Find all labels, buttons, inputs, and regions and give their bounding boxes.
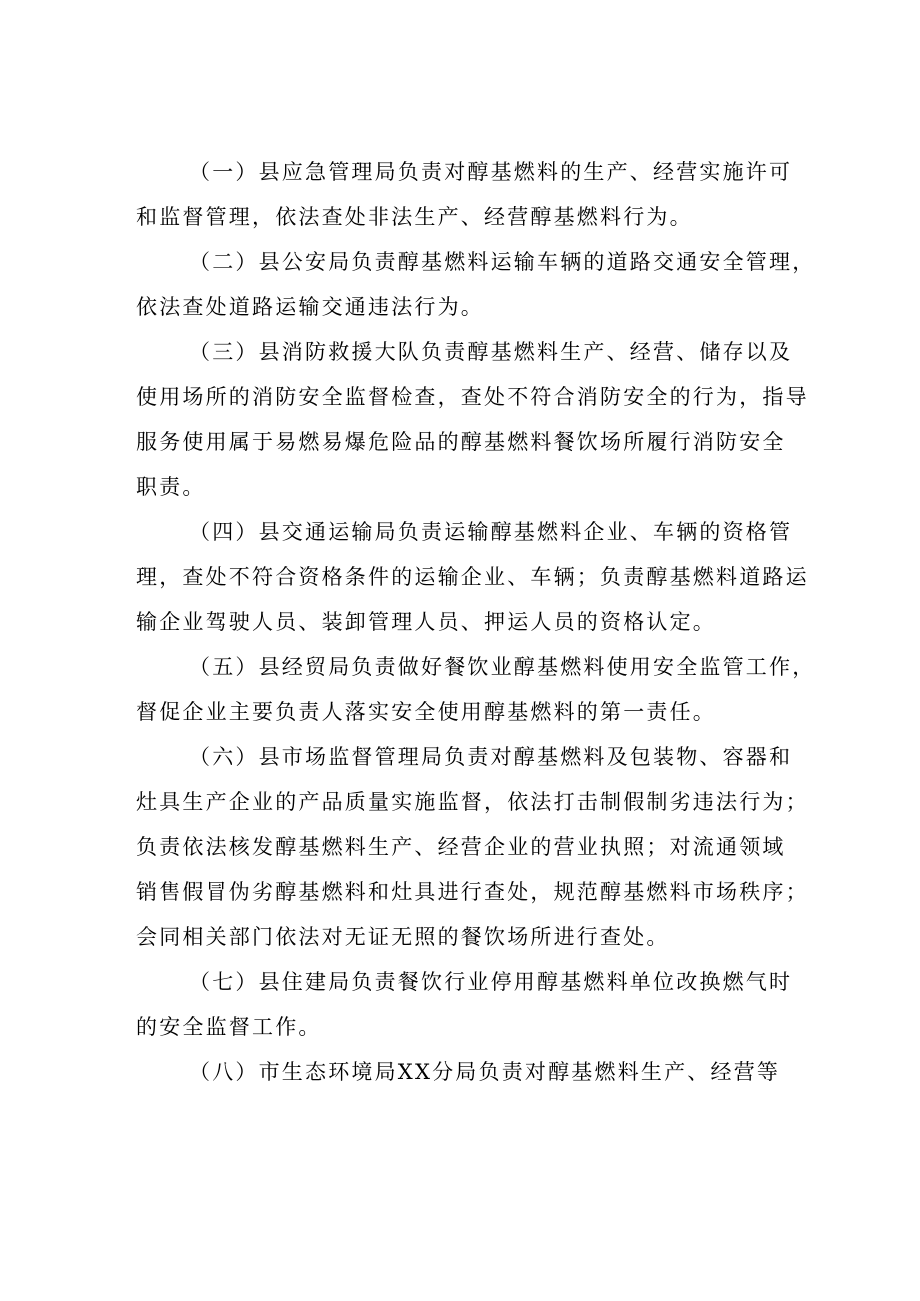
paragraph-line: （六）县市场监督管理局负责对醇基燃料及包装物、容器和 bbox=[189, 745, 793, 769]
paragraph-line: （八）市生态环境局XX分局负责对醇基燃料生产、经营等 bbox=[189, 1060, 781, 1084]
paragraph-line: （一）县应急管理局负责对醇基燃料的生产、经营实施许可 bbox=[189, 160, 793, 184]
paragraph-line: 输企业驾驶人员、装卸管理人员、押运人员的资格认定。 bbox=[136, 610, 716, 634]
document-body bbox=[136, 150, 816, 1095]
paragraph-transportation bbox=[136, 510, 809, 645]
paragraph-line: 职责。 bbox=[136, 475, 206, 499]
paragraph-line: （四）县交通运输局负责运输醇基燃料企业、车辆的资格管 bbox=[189, 520, 793, 544]
paragraph-line: 使用场所的消防安全监督检查，查处不符合消防安全的行为，指导 bbox=[136, 385, 809, 409]
paragraph-ecology-environment bbox=[136, 1050, 796, 1095]
paragraph-line: （五）县经贸局负责做好餐饮业醇基燃料使用安全监管工作， bbox=[189, 655, 816, 679]
paragraph-line: 依法查处道路运输交通违法行为。 bbox=[136, 295, 484, 319]
paragraph-line: 和监督管理，依法查处非法生产、经营醇基燃料行为。 bbox=[136, 205, 693, 229]
paragraph-line: 服务使用属于易燃易爆危险品的醇基燃料餐饮场所履行消防安全 bbox=[136, 430, 786, 454]
paragraph-line: 负责依法核发醇基燃料生产、经营企业的营业执照；对流通领域 bbox=[136, 835, 786, 859]
paragraph-line: 理，查处不符合资格条件的运输企业、车辆；负责醇基燃料道路运 bbox=[136, 565, 809, 589]
paragraph-line: 督促企业主要负责人落实安全使用醇基燃料的第一责任。 bbox=[136, 700, 716, 724]
paragraph-housing-construction bbox=[136, 960, 796, 1050]
paragraph-line: （三）县消防救援大队负责醇基燃料生产、经营、储存以及 bbox=[189, 340, 793, 364]
paragraph-line: 灶具生产企业的产品质量实施监督，依法打击制假制劣违法行为； bbox=[136, 790, 809, 814]
paragraph-line: （二）县公安局负责醇基燃料运输车辆的道路交通安全管理， bbox=[189, 250, 816, 274]
paragraph-line: （七）县住建局负责餐饮行业停用醇基燃料单位改换燃气时 bbox=[189, 970, 793, 994]
paragraph-public-security bbox=[136, 240, 816, 330]
paragraph-economy-trade bbox=[136, 645, 816, 735]
paragraph-line: 的安全监督工作。 bbox=[136, 1015, 322, 1039]
paragraph-fire-rescue bbox=[136, 330, 809, 510]
paragraph-line: 会同相关部门依法对无证无照的餐饮场所进行查处。 bbox=[136, 925, 670, 949]
paragraph-market-supervision bbox=[136, 735, 809, 960]
paragraph-emergency-management bbox=[136, 150, 796, 240]
paragraph-line: 销售假冒伪劣醇基燃料和灶具进行查处，规范醇基燃料市场秩序； bbox=[136, 880, 809, 904]
